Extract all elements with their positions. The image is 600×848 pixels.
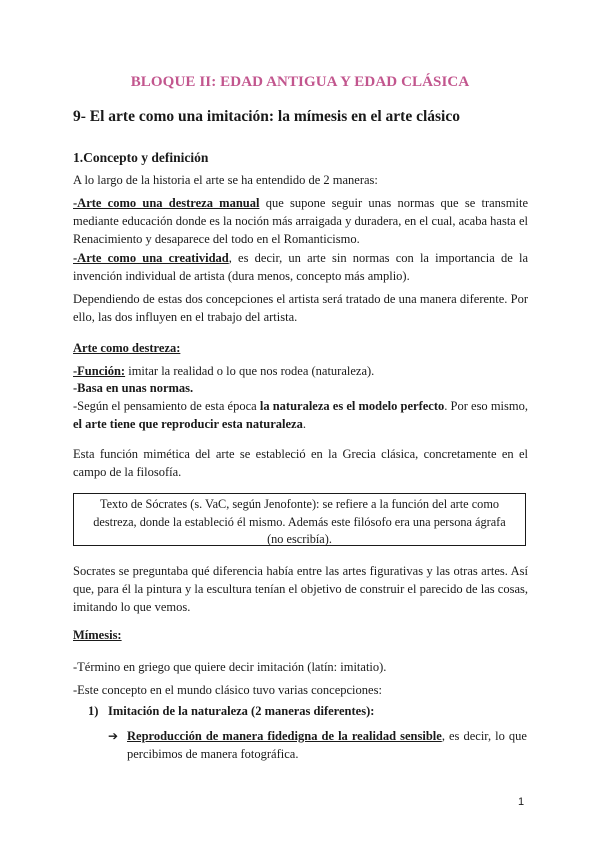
concept-subtitle: 1.Concepto y definición [73, 150, 209, 165]
mimesis-concept: -Este concepto en el mundo clásico tuvo varias concepciones: [73, 683, 382, 697]
list-item-1 [88, 704, 374, 719]
funcion-text: imitar la realidad o lo que nos rodea (naturaleza). [125, 364, 375, 378]
arrow-item-rest: , es decir, lo que percibimos de manera fotográfica. [127, 729, 527, 761]
creative-rest: , es decir, un arte sin normas con la importancia de la invención individual de artista (dura menos, concepto más amplio). [73, 251, 528, 283]
list-item-1-number: 1) [88, 704, 99, 718]
concept-intro: A lo largo de la historia el arte se ha entendido de 2 maneras: [73, 173, 378, 187]
funcion-label: -Función: [73, 364, 126, 378]
block-title: BLOQUE II: EDAD ANTIGUA Y EDAD CLÁSICA [130, 74, 470, 90]
quote-text: Texto de Sócrates (s. VaC, según Jenofonte): se refiere a la función del arte como destreza, donde la estableció él mismo. Además este filósofo era una persona ágrafa (no escribía). [93, 497, 506, 546]
manual-paragraph [73, 194, 528, 248]
mimetica-paragraph: Esta función mimética del arte se estableció en la Grecia clásica, concretamente en el campo de la filosofía. [73, 447, 528, 479]
arrow-list-item [108, 727, 527, 763]
list-item-1-text: Imitación de la naturaleza (2 maneras diferentes): [108, 704, 375, 718]
arrow-right-icon: ➔ [108, 729, 119, 743]
socrates-quote-box [73, 493, 526, 546]
creative-paragraph [73, 249, 528, 285]
depending-paragraph: Dependiendo de estas dos concepciones el artista será tratado de una manera diferente. Por ello, las dos influyen en el trabajo del artista. [73, 292, 528, 324]
socrates-paragraph: Socrates se preguntaba qué diferencia había entre las artes figurativas y las otras artes. Así que, para él la pintura y la escultura tenían el objetivo de construir el parecido de las cosas, imitando lo que vemos. [73, 564, 528, 614]
section-title: 9- El arte como una imitación: la mímesis en el arte clásico [73, 108, 460, 125]
segun-bold-2: el arte tiene que reproducir esta naturaleza [73, 417, 303, 431]
funcion-line [73, 362, 374, 380]
segun-mid: . Por eso mismo, [444, 399, 528, 413]
manual-lead: -Arte como una destreza manual [73, 196, 260, 210]
arrow-item-bold: Reproducción de manera fidedigna de la realidad sensible [127, 729, 442, 743]
segun-paragraph [73, 397, 528, 433]
creative-lead: -Arte como una creatividad [73, 251, 229, 265]
manual-rest: que supone seguir unas normas que se transmite mediante educación donde es la noción más arraigada y duradera, en el cual, acaba hasta el Renacimiento y desaparece del todo en el Romanticismo. [73, 196, 528, 246]
basa-line: -Basa en unas normas. [73, 381, 194, 395]
segun-bold-1: la naturaleza es el modelo perfecto [259, 399, 445, 413]
page-number: 1 [518, 796, 525, 808]
mimesis-term: -Término en griego que quiere decir imitación (latín: imitatio). [73, 660, 387, 674]
segun-end: . [302, 417, 306, 431]
destreza-heading: Arte como destreza: [73, 341, 181, 355]
segun-start: -Según el pensamiento de esta época [73, 399, 260, 413]
mimesis-heading: Mímesis: [73, 628, 122, 642]
